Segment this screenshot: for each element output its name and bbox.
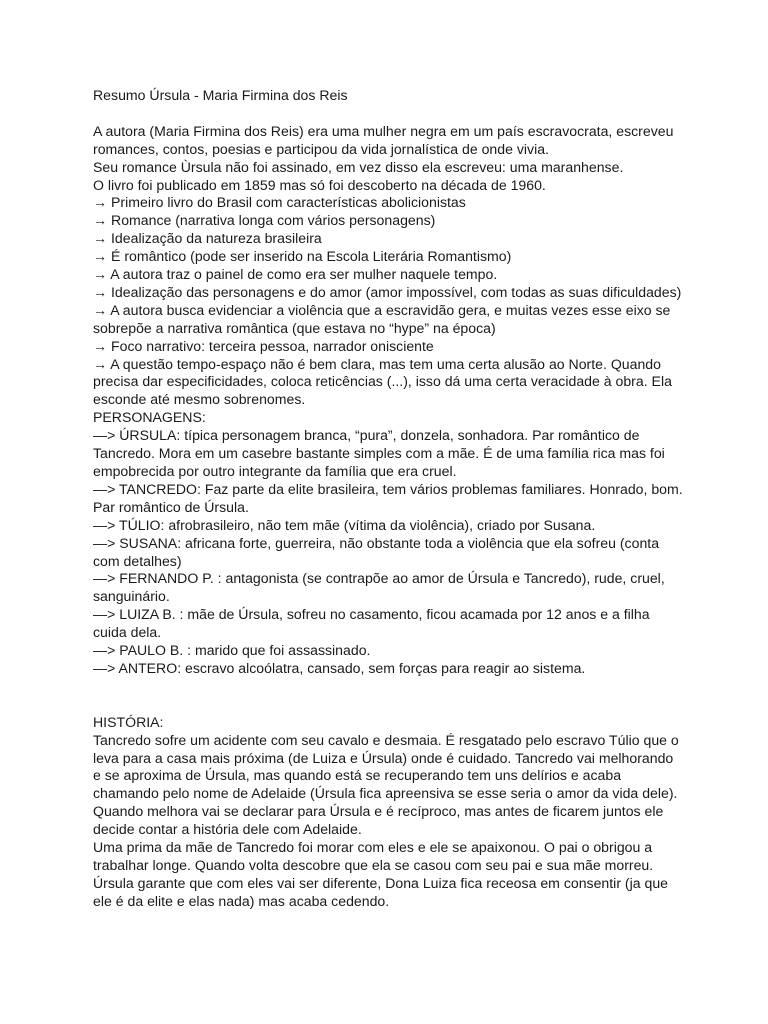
character-entry: —> ANTERO: escravo alcoólatra, cansado, sem forças para reagir ao sistema.: [93, 659, 586, 676]
characters-heading: PERSONAGENS:: [93, 409, 206, 426]
history-paragraph: Uma prima da mãe de Tancredo foi morar com eles e ele se apaixonou. O pai o obrigou a trabalhar longe. Quando volta descobre que ela se casou com seu pai e sua mãe morreu. Úrsula garante que com eles vai ser diferente, Dona Luiza fica receosa em consentir (ja que ele é da elite e elas nada) mas acaba cedendo.: [93, 839, 669, 909]
history-paragraph: Tancredo sofre um acidente com seu cavalo e desmaia. É resgatado pelo escravo Túlio que o leva para a casa mais próxima (de Luiza e Úrsula) onde é cuidado. Tancredo vai melhorando e se aproxima de Úrsula, mas quando está se recuperando tem uns delírios e acaba chamando pelo nome de Adelaide (Úrsula fica apreensiva se esse seria o amor da vida dele). Quando melhora vai se declarar para Úrsula e é recíproco, mas antes de ficarem juntos ele decide contar a história dele com Adelaide.: [93, 731, 679, 838]
characters-section: [93, 427, 683, 678]
intro-line: → Foco narrativo: terceira pessoa, narrador onisciente: [93, 337, 434, 354]
intro-line: → Primeiro livro do Brasil com características abolicionistas: [93, 194, 466, 211]
intro-line: → Idealização das personagens e do amor (amor impossível, com todas as suas dificuldades): [93, 283, 682, 300]
character-entry: —> LUIZA B. : mãe de Úrsula, sofreu no casamento, ficou acamada por 12 anos e a filha cuida dela.: [93, 606, 650, 641]
blank-line: [93, 105, 683, 123]
intro-line: → Romance (narrativa longa com vários personagens): [93, 212, 436, 229]
history-section: [93, 732, 683, 911]
intro-section: [93, 123, 683, 410]
blank-lines: [93, 678, 683, 714]
character-entry: —> ÚRSULA: típica personagem branca, “pura”, donzela, sonhadora. Par romântico de Tancredo. Mora em um casebre bastante simples com a mãe. É de uma família rica mas foi empobrecida por outro integrante da família que era cruel.: [93, 427, 665, 480]
character-entry: —> SUSANA: africana forte, guerreira, não obstante toda a violência que ela sofreu (conta com detalhes): [93, 534, 660, 569]
intro-line: O livro foi publicado em 1859 mas só foi descoberto na década de 1960.: [93, 176, 546, 193]
character-entry: —> PAULO B. : marido que foi assassinado.: [93, 642, 371, 659]
intro-line: → A questão tempo-espaço não é bem clara, mas tem uma certa alusão ao Norte. Quando precisa dar especificidades, coloca reticências (...), isso dá uma certa veracidade à obra. Ela esconde até mesmo sobrenomes.: [93, 355, 672, 408]
intro-line: Seu romance Ùrsula não foi assinado, em vez disso ela escreveu: uma maranhense.: [93, 158, 624, 175]
document-title: Resumo Úrsula - Maria Firmina dos Reis: [93, 87, 348, 103]
intro-line: → Idealização da natureza brasileira: [93, 230, 322, 247]
document-page: [93, 87, 683, 911]
intro-line: → É romântico (pode ser inserido na Escola Literária Romantismo): [93, 248, 512, 265]
character-entry: —> TÚLIO: afrobrasileiro, não tem mãe (vítima da violência), criado por Susana.: [93, 516, 596, 533]
intro-line: → A autora busca evidenciar a violência que a escravidão gera, e muitas vezes esse eixo se sobrepõe a narrativa romântica (que estava no “hype” na época): [93, 301, 671, 336]
intro-line: → A autora traz o painel de como era ser mulher naquele tempo.: [93, 266, 498, 283]
character-entry: —> TANCREDO: Faz parte da elite brasileira, tem vários problemas familiares. Honrado, bom. Par romântico de Úrsula.: [93, 480, 683, 515]
history-heading: HISTÓRIA:: [93, 713, 164, 730]
character-entry: —> FERNANDO P. : antagonista (se contrapõe ao amor de Úrsula e Tancredo), rude, cruel, sanguinário.: [93, 570, 665, 605]
intro-line: A autora (Maria Firmina dos Reis) era uma mulher negra em um país escravocrata, escreveu romances, contos, poesias e participou da vida jornalística de onde vivia.: [93, 122, 674, 157]
